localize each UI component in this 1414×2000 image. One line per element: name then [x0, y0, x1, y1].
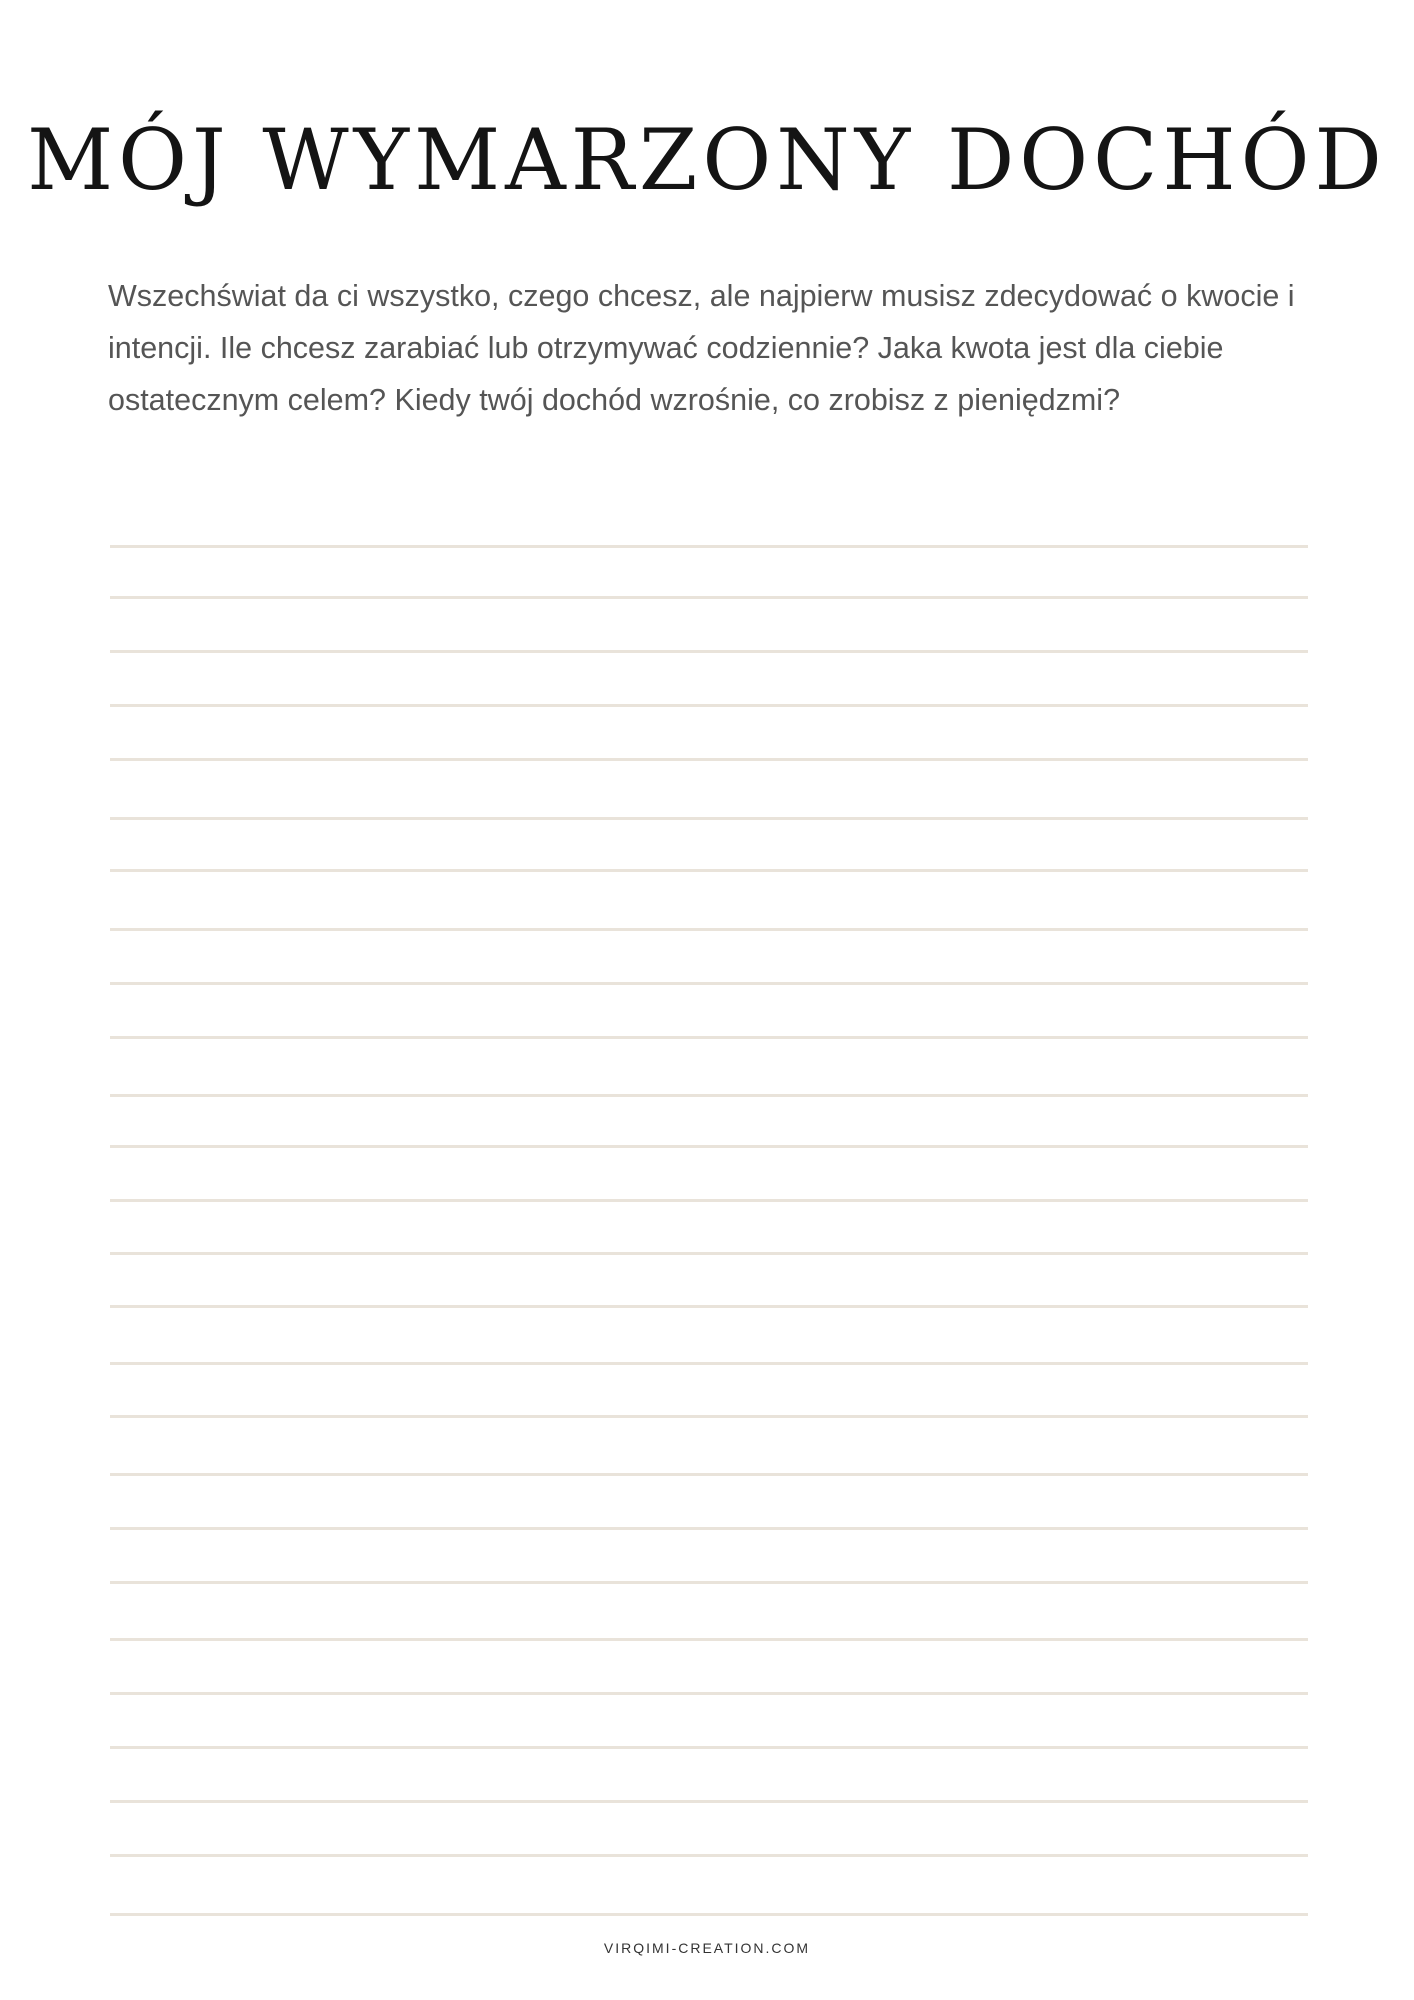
writing-line [110, 704, 1308, 707]
writing-line [110, 1252, 1308, 1255]
writing-line [110, 982, 1308, 985]
writing-line [110, 1415, 1308, 1418]
writing-line [110, 1638, 1308, 1641]
writing-line [110, 1473, 1308, 1476]
writing-line [110, 1094, 1308, 1097]
writing-line [110, 1362, 1308, 1365]
writing-line [110, 758, 1308, 761]
writing-line [110, 817, 1308, 820]
footer-website: VIRQIMI-CREATION.COM [603, 1940, 811, 1956]
writing-line [110, 1746, 1308, 1749]
writing-line [110, 1305, 1308, 1308]
writing-line [110, 596, 1308, 599]
writing-line [110, 1036, 1308, 1039]
writing-line [110, 1800, 1308, 1803]
page-title: MÓJ WYMARZONY DOCHÓD [27, 111, 1387, 209]
writing-line [110, 1581, 1308, 1584]
writing-line [110, 1145, 1308, 1148]
writing-line [110, 1199, 1308, 1202]
writing-line [110, 928, 1308, 931]
writing-line [110, 1913, 1308, 1916]
writing-line [110, 650, 1308, 653]
writing-line [110, 545, 1308, 548]
writing-line [110, 869, 1308, 872]
writing-line [110, 1527, 1308, 1530]
intro-paragraph: Wszechświat da ci wszystko, czego chcesz, ale najpierw musisz zdecydować o kwocie i intencji. Ile chcesz zarabiać lub otrzymywać codziennie? Jaka kwota jest dla ciebie ostatecznym celem? Kiedy twój dochód wzrośnie, co zrobisz z pieniędzmi? [108, 279, 1295, 417]
writing-line [110, 1854, 1308, 1857]
writing-line [110, 1692, 1308, 1695]
